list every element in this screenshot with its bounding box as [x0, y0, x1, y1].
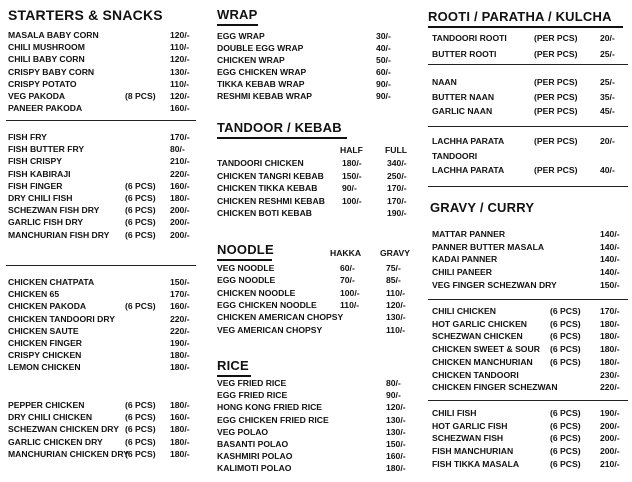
menu-item — [422, 267, 632, 280]
divider — [428, 126, 628, 127]
item-name: HOT GARLIC CHICKEN — [432, 318, 528, 329]
item-name: FISH CRISPY — [8, 156, 62, 167]
item-name: CHILI CHICKEN — [432, 306, 496, 316]
item-name: CHICKEN TIKKA KEBAB — [217, 183, 318, 193]
menu-item — [422, 49, 632, 62]
item-gravy-price: 110/- — [386, 324, 406, 335]
item-qty: (6 PCS) — [125, 412, 156, 423]
item-qty: (6 PCS) — [125, 424, 156, 435]
item-price: 190/- — [600, 408, 620, 418]
item-qty: (PER PCS) — [534, 77, 578, 87]
item-name: FISH KABIRAJI — [8, 168, 71, 179]
item-name: CHICKEN WRAP — [217, 55, 285, 65]
menu-item — [0, 67, 200, 80]
menu-item — [0, 230, 200, 243]
item-name: SCHEZWAN FISH DRY — [8, 205, 100, 216]
item-name: CHICKEN SWEET & SOUR — [432, 344, 540, 355]
item-name: FISH FINGER — [8, 180, 63, 191]
menu-item — [0, 79, 200, 92]
menu-item — [422, 280, 632, 293]
item-name: BUTTER ROOTI — [432, 49, 497, 59]
item-hakka-price: 110/- — [340, 299, 360, 310]
menu-item — [210, 208, 415, 221]
divider — [6, 120, 196, 121]
item-price: 90/- — [376, 79, 391, 89]
item-name: CHICKEN 65 — [8, 289, 60, 300]
menu-item — [0, 277, 200, 290]
menu-item — [422, 151, 632, 164]
item-price: 30/- — [376, 31, 391, 41]
item-price: 210/- — [170, 156, 190, 167]
item-price: 120/- — [170, 91, 190, 101]
item-price: 140/- — [600, 241, 620, 252]
wrap-title: WRAP — [217, 7, 258, 22]
noodle-gravy-header: GRAVY — [380, 248, 410, 258]
item-name: KALIMOTI POLAO — [217, 463, 292, 474]
item-price: 140/- — [600, 229, 620, 239]
menu-item — [210, 439, 415, 452]
item-name: CHICKEN FINGER — [8, 338, 83, 348]
menu-item — [0, 412, 200, 425]
item-half-price: 150/- — [342, 170, 362, 181]
item-price: 190/- — [170, 338, 190, 348]
item-price: 200/- — [170, 217, 190, 228]
item-price: 150/- — [600, 279, 620, 290]
starters-title: STARTERS & SNACKS — [8, 7, 163, 23]
menu-item — [422, 77, 632, 90]
item-full-price: 190/- — [387, 208, 407, 218]
item-price: 150/- — [170, 277, 190, 287]
item-price: 150/- — [386, 439, 406, 449]
item-qty: (8 PCS) — [125, 91, 156, 101]
item-price: 220/- — [170, 325, 190, 336]
divider — [6, 265, 196, 266]
item-price: 35/- — [600, 91, 615, 102]
item-name: CHICKEN BOTI KEBAB — [217, 208, 313, 218]
item-name: VEG FRIED RICE — [217, 378, 287, 388]
item-qty: (6 PCS) — [550, 420, 581, 431]
title-underline — [217, 259, 272, 261]
menu-item — [0, 91, 200, 104]
item-qty: (6 PCS) — [550, 306, 581, 316]
item-name: FISH BUTTER FRY — [8, 144, 85, 155]
item-name: FISH TIKKA MASALA — [432, 458, 520, 469]
menu-item — [0, 144, 200, 157]
item-price: 200/- — [170, 229, 190, 240]
menu-item — [0, 205, 200, 218]
item-qty: (6 PCS) — [550, 446, 581, 457]
item-name: DRY CHILI FISH — [8, 193, 73, 203]
item-price: 160/- — [170, 301, 190, 312]
item-name: SCHEZWAN CHICKEN — [432, 331, 523, 342]
menu-item — [210, 183, 415, 196]
menu-item — [210, 263, 415, 276]
item-name: NAAN — [432, 77, 457, 87]
item-name: VEG POLAO — [217, 426, 269, 437]
item-gravy-price: 75/- — [386, 263, 401, 273]
tandoor-half-header: HALF — [340, 145, 363, 155]
item-qty: (6 PCS) — [550, 433, 581, 444]
item-name: CHICKEN TANGRI KEBAB — [217, 170, 324, 181]
item-name: GARLIC NAAN — [432, 106, 493, 116]
item-price: 200/- — [600, 433, 620, 444]
item-half-price: 90/- — [342, 183, 357, 193]
title-underline — [217, 375, 251, 377]
item-price: 180/- — [170, 350, 190, 361]
item-price: 180/- — [600, 344, 620, 355]
rice-title: RICE — [217, 358, 249, 373]
item-name: CHICKEN RESHMI KEBAB — [217, 195, 325, 206]
item-name: CRISPY BABY CORN — [8, 66, 95, 77]
menu-item — [0, 314, 200, 327]
item-name: CHILI MUSHROOM — [8, 42, 85, 53]
title-underline — [217, 137, 347, 139]
noodle-hakka-header: HAKKA — [330, 248, 362, 258]
divider — [428, 299, 628, 300]
item-name: CRISPY POTATO — [8, 78, 77, 89]
divider — [428, 400, 628, 401]
item-name: EGG CHICKEN WRAP — [217, 67, 307, 77]
item-name: CHICKEN SAUTE — [8, 325, 79, 336]
menu-item — [422, 421, 632, 434]
item-name: PANEER PAKODA — [8, 103, 83, 114]
menu-item — [422, 254, 632, 267]
item-qty: (6 PCS) — [125, 448, 156, 459]
item-name: CHICKEN TANDOORI DRY — [8, 313, 115, 324]
item-name: CHICKEN NOODLE — [217, 287, 296, 298]
item-price: 110/- — [170, 78, 190, 89]
item-name: LACHHA PARATA — [432, 165, 505, 175]
menu-item — [210, 402, 415, 415]
item-price: 80/- — [170, 144, 185, 155]
menu-item — [0, 103, 200, 116]
item-name: EGG FRIED RICE — [217, 390, 288, 401]
item-name: TIKKA KEBAB WRAP — [217, 79, 305, 89]
item-price: 180/- — [170, 448, 190, 459]
menu-item — [422, 33, 632, 46]
item-price: 110/- — [170, 42, 190, 53]
item-price: 220/- — [170, 313, 190, 324]
item-price: 220/- — [170, 168, 190, 179]
noodle-title: NOODLE — [217, 242, 274, 257]
item-full-price: 170/- — [387, 183, 407, 193]
item-name: LACHHA PARATA — [432, 136, 505, 146]
item-qty: (PER PCS) — [534, 136, 578, 146]
menu-item — [210, 91, 415, 104]
menu-item — [0, 326, 200, 339]
menu-item — [0, 350, 200, 363]
item-gravy-price: 120/- — [386, 299, 406, 310]
menu-item — [422, 106, 632, 119]
item-name: KASHMIRI POLAO — [217, 451, 293, 462]
gravy-title: GRAVY / CURRY — [430, 200, 535, 215]
menu-item — [0, 30, 200, 43]
item-name: DRY CHILI CHICKEN — [8, 412, 93, 423]
menu-item — [0, 289, 200, 302]
item-name: SCHEZWAN FISH — [432, 433, 504, 444]
item-price: 45/- — [600, 106, 615, 116]
menu-item — [422, 242, 632, 255]
item-name: CHICKEN CHATPATA — [8, 277, 95, 287]
item-name: MANCHURIAN CHICKEN DRY — [8, 448, 129, 459]
item-name: TANDOORI ROOTI — [432, 33, 507, 43]
item-price: 220/- — [600, 382, 620, 393]
menu-item — [0, 54, 200, 67]
menu-item — [422, 136, 632, 149]
item-price: 180/- — [170, 193, 190, 203]
item-gravy-price: 85/- — [386, 275, 401, 286]
menu-item — [210, 312, 415, 325]
item-qty: (6 PCS) — [125, 229, 156, 240]
item-name: SCHEZWAN CHICKEN DRY — [8, 424, 119, 435]
menu-item — [210, 451, 415, 464]
item-half-price: 100/- — [342, 195, 362, 206]
item-name-line1: TANDOORI — [432, 151, 478, 161]
item-qty: (6 PCS) — [125, 400, 156, 410]
item-price: 180/- — [600, 331, 620, 342]
item-hakka-price: 100/- — [340, 287, 360, 298]
item-price: 130/- — [170, 66, 190, 77]
item-name: FISH MANCHURIAN — [432, 446, 514, 457]
item-price: 180/- — [170, 424, 190, 435]
item-qty: (PER PCS) — [534, 165, 578, 175]
menu-item — [0, 181, 200, 194]
item-name: GARLIC CHICKEN DRY — [8, 436, 103, 447]
item-name: PANNER BUTTER MASALA — [432, 241, 545, 252]
item-price: 180/- — [170, 362, 190, 373]
item-name: CHICKEN AMERICAN CHOPSY — [217, 312, 344, 323]
item-qty: (6 PCS) — [125, 217, 156, 228]
item-qty: (PER PCS) — [534, 106, 578, 116]
menu-item — [422, 446, 632, 459]
item-name: VEG NOODLE — [217, 263, 275, 273]
item-name: VEG PAKODA — [8, 91, 66, 101]
item-name: KADAI PANNER — [432, 254, 498, 265]
item-price: 130/- — [386, 426, 406, 437]
item-price: 120/- — [170, 54, 190, 65]
item-name: BUTTER NAAN — [432, 91, 495, 102]
item-qty: (6 PCS) — [550, 356, 581, 367]
menu-item — [0, 362, 200, 375]
item-price: 40/- — [376, 43, 391, 53]
item-hakka-price: 60/- — [340, 263, 355, 273]
menu-item — [422, 370, 632, 383]
item-name: HOT GARLIC FISH — [432, 420, 508, 431]
item-qty: (PER PCS) — [534, 49, 578, 59]
menu-item — [422, 331, 632, 344]
item-full-price: 250/- — [387, 170, 407, 181]
divider — [428, 64, 628, 65]
menu-item — [0, 400, 200, 413]
menu-item — [0, 193, 200, 206]
item-price: 20/- — [600, 136, 615, 146]
title-underline — [428, 26, 623, 28]
item-price: 25/- — [600, 77, 615, 87]
item-name: GARLIC FISH DRY — [8, 217, 84, 228]
item-price: 90/- — [386, 390, 401, 401]
item-gravy-price: 110/- — [386, 287, 406, 298]
menu-item — [422, 344, 632, 357]
menu-item — [0, 217, 200, 230]
menu-item — [0, 42, 200, 55]
tandoor-full-header: FULL — [385, 145, 407, 155]
item-name: CHILI FISH — [432, 408, 477, 418]
item-name: CHILI BABY CORN — [8, 54, 85, 65]
item-price: 120/- — [386, 402, 406, 413]
menu-item — [422, 229, 632, 242]
item-name: EGG NOODLE — [217, 275, 276, 286]
item-price: 170/- — [170, 132, 190, 142]
item-qty: (6 PCS) — [125, 180, 156, 191]
item-name: HONG KONG FRIED RICE — [217, 402, 323, 413]
menu-item — [0, 301, 200, 314]
item-name: FISH FRY — [8, 132, 47, 142]
item-price: 50/- — [376, 55, 391, 65]
menu-item — [210, 427, 415, 440]
item-qty: (6 PCS) — [550, 331, 581, 342]
item-price: 20/- — [600, 33, 615, 43]
menu-item — [210, 196, 415, 209]
item-price: 180/- — [170, 400, 190, 410]
item-name: DOUBLE EGG WRAP — [217, 43, 304, 53]
item-half-price: 180/- — [342, 158, 362, 168]
item-price: 200/- — [170, 205, 190, 216]
item-name: MATTAR PANNER — [432, 229, 506, 239]
item-name: EGG WRAP — [217, 31, 265, 41]
menu-item — [422, 306, 632, 319]
rooti-title: ROOTI / PARATHA / KULCHA — [428, 9, 612, 24]
item-price: 200/- — [600, 420, 620, 431]
item-price: 160/- — [170, 103, 190, 114]
menu-item — [422, 408, 632, 421]
item-price: 130/- — [386, 414, 406, 425]
menu-item — [0, 169, 200, 182]
item-name: TANDOORI CHICKEN — [217, 158, 304, 168]
item-name: VEG AMERICAN CHOPSY — [217, 324, 323, 335]
menu-item — [422, 433, 632, 446]
item-name: CHILI PANEER — [432, 267, 493, 278]
middle-column — [210, 0, 415, 482]
menu-item — [422, 92, 632, 105]
item-price: 180/- — [170, 436, 190, 447]
item-name: EGG CHICKEN FRIED RICE — [217, 414, 329, 425]
menu-item — [422, 165, 632, 178]
menu-item — [422, 459, 632, 472]
item-name: CHICKEN TANDOORI — [432, 369, 519, 380]
item-name: MANCHURIAN FISH DRY — [8, 229, 110, 240]
item-name: VEG FINGER SCHEZWAN DRY — [432, 279, 557, 290]
item-name: BASANTI POLAO — [217, 439, 289, 449]
item-qty: (PER PCS) — [534, 33, 578, 43]
item-price: 160/- — [386, 451, 406, 462]
item-price: 170/- — [170, 289, 190, 300]
item-price: 170/- — [600, 306, 620, 316]
item-qty: (6 PCS) — [125, 301, 156, 312]
menu-item — [422, 357, 632, 370]
menu-item — [210, 171, 415, 184]
menu-item — [0, 424, 200, 437]
item-qty: (6 PCS) — [125, 436, 156, 447]
menu-item — [210, 300, 415, 313]
item-price: 160/- — [170, 412, 190, 423]
item-qty: (6 PCS) — [125, 205, 156, 216]
item-name: CHICKEN FINGER SCHEZWAN — [432, 382, 558, 393]
item-qty: (6 PCS) — [550, 318, 581, 329]
item-price: 120/- — [170, 30, 190, 40]
item-price: 80/- — [386, 378, 401, 388]
menu-item — [210, 158, 415, 171]
menu-item — [0, 437, 200, 450]
item-qty: (6 PCS) — [550, 344, 581, 355]
menu-item — [422, 319, 632, 332]
menu-item — [210, 390, 415, 403]
item-qty: (6 PCS) — [550, 458, 581, 469]
item-name: CHICKEN MANCHURIAN — [432, 356, 533, 367]
starters-column — [0, 0, 200, 482]
item-name: RESHMI KEBAB WRAP — [217, 91, 313, 101]
item-price: 90/- — [376, 91, 391, 101]
item-full-price: 170/- — [387, 195, 407, 206]
menu-item — [210, 275, 415, 288]
item-name: MASALA BABY CORN — [8, 30, 99, 40]
menu-item — [210, 378, 415, 391]
menu-item — [0, 132, 200, 145]
item-price: 180/- — [386, 463, 406, 474]
menu-item — [0, 156, 200, 169]
item-hakka-price: 70/- — [340, 275, 355, 286]
menu-item — [0, 449, 200, 462]
menu-item — [422, 382, 632, 395]
item-price: 200/- — [600, 446, 620, 457]
item-name: LEMON CHICKEN — [8, 362, 81, 373]
tandoor-title: TANDOOR / KEBAB — [217, 120, 342, 135]
item-price: 40/- — [600, 165, 615, 175]
right-column — [422, 0, 632, 482]
item-price: 230/- — [600, 369, 620, 380]
menu-item — [210, 415, 415, 428]
menu-item — [210, 288, 415, 301]
menu-item — [210, 463, 415, 476]
item-qty: (6 PCS) — [550, 408, 581, 418]
item-qty: (PER PCS) — [534, 91, 578, 102]
item-name: CRISPY CHICKEN — [8, 350, 82, 361]
item-name: EGG CHICKEN NOODLE — [217, 299, 317, 310]
item-name: PEPPER CHICKEN — [8, 400, 85, 410]
item-name: CHICKEN PAKODA — [8, 301, 87, 312]
item-qty: (6 PCS) — [125, 193, 156, 203]
item-price: 140/- — [600, 267, 620, 278]
title-underline — [217, 24, 258, 26]
item-price: 180/- — [600, 318, 620, 329]
item-gravy-price: 130/- — [386, 312, 406, 323]
item-full-price: 340/- — [387, 158, 407, 168]
divider — [428, 186, 628, 187]
menu-item — [210, 325, 415, 338]
item-price: 180/- — [600, 356, 620, 367]
menu-item — [0, 338, 200, 351]
item-price: 25/- — [600, 49, 615, 59]
item-price: 210/- — [600, 458, 620, 469]
item-price: 140/- — [600, 254, 620, 265]
item-price: 60/- — [376, 67, 391, 77]
item-price: 160/- — [170, 180, 190, 191]
